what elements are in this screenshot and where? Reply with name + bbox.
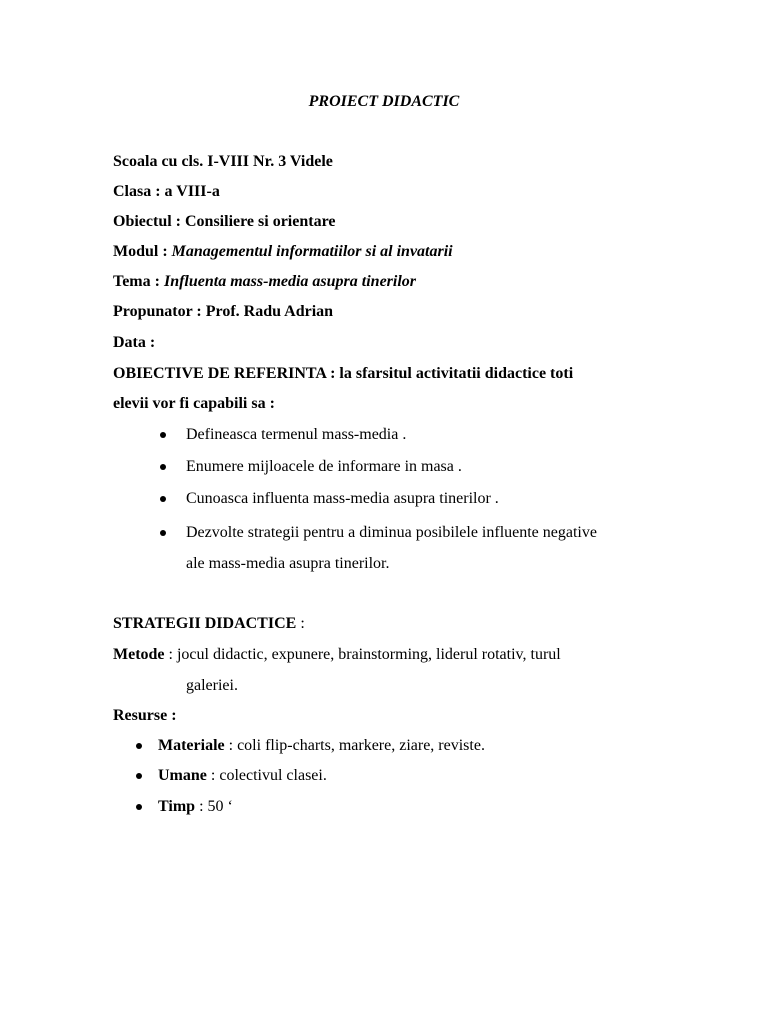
proposer-line: Propunator : Prof. Radu Adrian — [113, 303, 334, 320]
module-line — [113, 242, 453, 262]
document-title: PROIECT DIDACTIC — [308, 93, 460, 110]
theme-line — [113, 272, 416, 292]
list-item: Enumere mijloacele de informare in masa . — [186, 458, 462, 475]
list-item: Defineasca termenul mass-media . — [186, 426, 407, 443]
module-label: Modul : — [113, 243, 168, 260]
bullet-icon — [136, 773, 142, 779]
objectives-heading: OBIECTIVE DE REFERINTA : la sfarsitul activitatii didactice toti — [113, 365, 574, 382]
resource-label: Materiale — [158, 737, 225, 754]
list-item — [158, 736, 485, 756]
module-value: Managementul informatiilor si al invatarii — [171, 243, 453, 260]
methods-continuation: galeriei. — [186, 677, 238, 694]
bullet-icon — [160, 464, 166, 470]
resource-label: Timp — [158, 798, 196, 815]
list-item: Cunoasca influenta mass-media asupra tinerilor . — [186, 490, 499, 507]
list-item — [158, 766, 327, 786]
list-item: Dezvolte strategii pentru a diminua posibilele influente negative — [186, 524, 597, 541]
school-line: Scoala cu cls. I-VIII Nr. 3 Videle — [113, 153, 333, 170]
bullet-icon — [160, 530, 166, 536]
resource-value: : 50 ‘ — [195, 798, 233, 815]
theme-label: Tema : — [113, 273, 160, 290]
strategies-heading-suffix: : — [296, 615, 305, 632]
objectives-heading-continuation: elevii vor fi capabili sa : — [113, 395, 275, 412]
subject-line: Obiectul : Consiliere si orientare — [113, 213, 336, 230]
resource-label: Umane — [158, 767, 207, 784]
theme-value: Influenta mass-media asupra tinerilor — [163, 273, 417, 290]
resource-value: : colectivul clasei. — [206, 767, 327, 784]
methods-line — [113, 645, 561, 665]
resources-label: Resurse : — [113, 707, 177, 724]
strategies-heading-text: STRATEGII DIDACTICE — [113, 615, 297, 632]
list-item-continuation: ale mass-media asupra tinerilor. — [186, 555, 390, 572]
strategies-heading — [113, 614, 305, 634]
class-line: Clasa : a VIII-a — [113, 183, 220, 200]
resource-value: : coli flip-charts, markere, ziare, reviste. — [224, 737, 485, 754]
bullet-icon — [136, 743, 142, 749]
date-line: Data : — [113, 334, 156, 351]
methods-label: Metode — [113, 646, 165, 663]
bullet-icon — [160, 496, 166, 502]
methods-value: : jocul didactic, expunere, brainstorming, liderul rotativ, turul — [164, 646, 561, 663]
list-item — [158, 797, 233, 817]
bullet-icon — [160, 432, 166, 438]
bullet-icon — [136, 804, 142, 810]
